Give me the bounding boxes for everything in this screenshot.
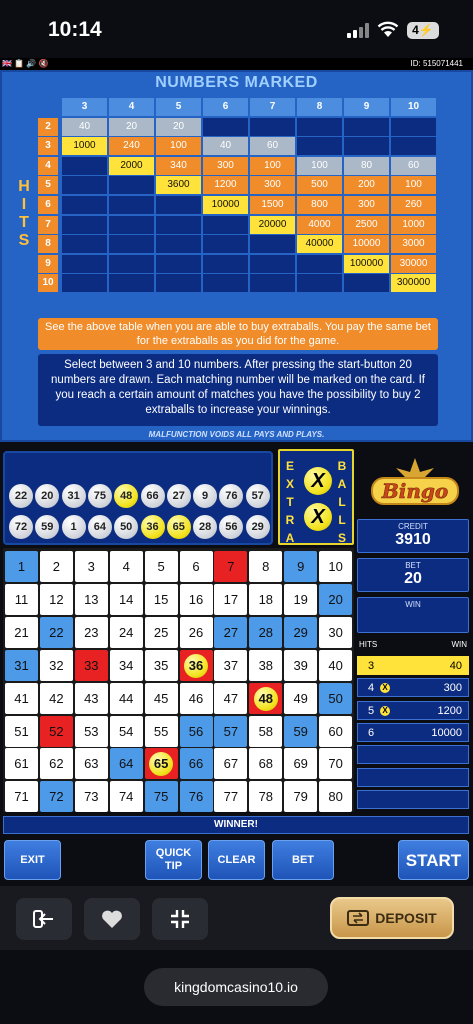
hits-win-row: [357, 790, 469, 809]
hits-value: 3: [368, 660, 375, 672]
paytable-cell: [344, 137, 389, 155]
paytable-cell: 200: [344, 176, 389, 194]
number-cell[interactable]: 6: [180, 551, 213, 582]
extra-ball-icon: X: [380, 683, 390, 693]
paytable-cell: 300000: [391, 274, 436, 292]
paytable-cell: [250, 274, 295, 292]
drawn-ball: 28: [193, 515, 217, 539]
win-value: 10000: [431, 726, 462, 739]
number-cell[interactable]: 68: [249, 748, 282, 779]
number-cell[interactable]: 19: [284, 584, 317, 615]
paytable-cell: [109, 235, 154, 253]
win-label: WIN: [405, 600, 421, 609]
credit-value: 3910: [395, 531, 431, 548]
paytable-cell: [62, 157, 107, 175]
paytable-cell: 1000: [62, 137, 107, 155]
exit-button[interactable]: EXIT: [4, 840, 61, 880]
drawn-ball: 75: [88, 484, 112, 508]
number-cell[interactable]: 15: [145, 584, 178, 615]
extra-ball-icon: X: [380, 706, 390, 716]
hits-value: 4: [368, 682, 375, 695]
deposit-label: DEPOSIT: [375, 910, 437, 926]
balls-label: [335, 457, 349, 547]
extra-letter: B: [337, 459, 347, 473]
paytable-cell: 100: [250, 157, 295, 175]
drawn-ball: 72: [9, 515, 33, 539]
number-cell[interactable]: 1: [5, 551, 38, 582]
paytable-cell: 10000: [203, 196, 248, 214]
number-cell[interactable]: 52: [40, 716, 73, 747]
number-cell[interactable]: 57: [214, 716, 247, 747]
bet-box: [357, 558, 469, 592]
hits-letter: T: [19, 214, 29, 231]
drawn-ball: 9: [193, 484, 217, 508]
number-cell[interactable]: 69: [284, 748, 317, 779]
extra-letter: L: [338, 513, 346, 527]
favorite-heart-icon[interactable]: [84, 898, 140, 940]
drawn-ball: 36: [141, 515, 165, 539]
extra-letter: S: [337, 531, 346, 545]
paytable-col-header: 10: [391, 98, 436, 116]
number-cell[interactable]: 5: [145, 551, 178, 582]
paytable-cell: [250, 255, 295, 273]
paytable-cell: [109, 274, 154, 292]
paytable-cell: [203, 235, 248, 253]
paytable-cell: [62, 196, 107, 214]
number-cell[interactable]: 77: [214, 781, 247, 812]
number-cell[interactable]: 25: [145, 617, 178, 648]
clock: 10:14: [48, 18, 102, 41]
paytable-cell: 10000: [344, 235, 389, 253]
paytable-cell: 80: [344, 157, 389, 175]
logo-text: Bingo: [381, 479, 449, 503]
number-cell[interactable]: 73: [75, 781, 108, 812]
hits-letter: H: [18, 178, 30, 195]
drawn-ball: 66: [141, 484, 165, 508]
number-cell[interactable]: 29: [284, 617, 317, 648]
paytable-cell: 500: [297, 176, 342, 194]
number-cell[interactable]: 43: [75, 683, 108, 714]
number-cell[interactable]: 70: [319, 748, 352, 779]
paytable-cell: [391, 118, 436, 136]
number-cell[interactable]: 10: [319, 551, 352, 582]
paytable-col-header: 5: [156, 98, 201, 116]
drawn-ball: 76: [219, 484, 243, 508]
paytable-cell: 1000: [391, 216, 436, 234]
paytable-cell: [344, 118, 389, 136]
paytable-cell: [250, 235, 295, 253]
number-cell[interactable]: 16: [180, 584, 213, 615]
drawn-balls-panel: [3, 451, 273, 545]
number-cell[interactable]: 12: [40, 584, 73, 615]
number-board: [3, 548, 354, 812]
number-cell[interactable]: 72: [40, 781, 73, 812]
extra-label: [283, 457, 297, 547]
number-cell[interactable]: [249, 683, 282, 714]
number-cell[interactable]: 7: [214, 551, 247, 582]
drawn-ball: 56: [219, 515, 243, 539]
number-cell[interactable]: 35: [145, 650, 178, 681]
paytable-hits-label: 10: [38, 274, 58, 292]
number-cell[interactable]: 38: [249, 650, 282, 681]
number-cell[interactable]: [180, 650, 213, 681]
paytable-cell: 300: [250, 176, 295, 194]
winner-banner: WINNER!: [3, 816, 469, 834]
paytable-title: NUMBERS MARKED: [155, 74, 318, 91]
number-cell[interactable]: 51: [5, 716, 38, 747]
hit-ball: 36: [184, 654, 208, 678]
number-cell[interactable]: 30: [319, 617, 352, 648]
number-cell[interactable]: 80: [319, 781, 352, 812]
paytable-cell: [109, 216, 154, 234]
url-bar[interactable]: kingdomcasino10.io: [144, 968, 328, 1006]
clear-button[interactable]: CLEAR: [208, 840, 265, 880]
game-settings-icons[interactable]: 🇬🇧 📋 🔊 🔇: [2, 59, 49, 68]
number-cell[interactable]: 11: [5, 584, 38, 615]
number-cell[interactable]: 71: [5, 781, 38, 812]
paytable-panel: [0, 70, 473, 442]
drawn-ball: 22: [9, 484, 33, 508]
wifi-icon: [377, 20, 399, 38]
number-cell[interactable]: 33: [75, 650, 108, 681]
paytable-cell: [203, 274, 248, 292]
paytable-cell: 100: [297, 157, 342, 175]
paytable-cell: 40: [203, 137, 248, 155]
number-cell[interactable]: 41: [5, 683, 38, 714]
status-bar: [0, 0, 473, 58]
drawn-ball: 65: [167, 515, 191, 539]
hits-win-row: [357, 656, 469, 675]
number-cell[interactable]: 67: [214, 748, 247, 779]
paytable-cell: 40000: [297, 235, 342, 253]
paytable-cell: [156, 235, 201, 253]
hit-ball: 48: [254, 687, 278, 711]
extra-ball-1[interactable]: X: [304, 467, 332, 495]
paytable-cell: [297, 137, 342, 155]
paytable-cell: 20000: [250, 216, 295, 234]
quick-tip-button[interactable]: QUICK TIP: [145, 840, 202, 880]
extra-letter: A: [337, 477, 347, 491]
paytable-cell: [62, 274, 107, 292]
hits-letter: S: [18, 232, 30, 249]
extra-letter: R: [285, 513, 295, 527]
exit-game-icon[interactable]: [16, 898, 72, 940]
drawn-ball: 29: [246, 515, 270, 539]
win-header: WIN: [451, 640, 467, 649]
paytable-cell: 340: [156, 157, 201, 175]
win-value: 300: [443, 682, 462, 695]
extra-letter: L: [338, 495, 346, 509]
malfunction-notice: MALFUNCTION VOIDS ALL PAYS AND PLAYS.: [148, 430, 325, 439]
paytable-col-header: 7: [250, 98, 295, 116]
number-cell[interactable]: 13: [75, 584, 108, 615]
drawn-ball: 50: [114, 515, 138, 539]
paytable-col-header: 6: [203, 98, 248, 116]
drawn-ball: 31: [62, 484, 86, 508]
number-cell[interactable]: 74: [110, 781, 143, 812]
paytable-cell: [156, 274, 201, 292]
extra-letter: A: [285, 531, 295, 545]
number-cell[interactable]: 4: [110, 551, 143, 582]
hits-win-row: [357, 745, 469, 764]
paytable-cell: [62, 176, 107, 194]
paytable-cell: 1200: [203, 176, 248, 194]
number-cell[interactable]: [145, 748, 178, 779]
number-cell[interactable]: 42: [40, 683, 73, 714]
paytable-hits-label: 8: [38, 235, 58, 253]
number-cell[interactable]: 23: [75, 617, 108, 648]
number-cell[interactable]: 22: [40, 617, 73, 648]
number-cell[interactable]: 45: [145, 683, 178, 714]
bet-label: BET: [405, 561, 421, 570]
number-cell[interactable]: 47: [214, 683, 247, 714]
paytable-cell: [156, 255, 201, 273]
battery-icon: 4⚡: [407, 22, 439, 39]
paytable-cell: [62, 216, 107, 234]
hits-vertical-label: [16, 178, 32, 250]
paytable-cell: [297, 118, 342, 136]
drawn-ball: 48: [114, 484, 138, 508]
number-cell[interactable]: 58: [249, 716, 282, 747]
paytable-col-header: 4: [109, 98, 154, 116]
paytable-cell: 20: [156, 118, 201, 136]
drawn-ball: 1: [62, 515, 86, 539]
number-cell[interactable]: 34: [110, 650, 143, 681]
paytable-cell: [391, 137, 436, 155]
extra-letter: T: [286, 495, 294, 509]
credit-box: [357, 519, 469, 553]
credit-label: CREDIT: [398, 522, 428, 531]
paytable-cell: [297, 274, 342, 292]
number-cell[interactable]: 78: [249, 781, 282, 812]
signal-icon: [347, 22, 369, 38]
number-cell[interactable]: 66: [180, 748, 213, 779]
number-cell[interactable]: 61: [5, 748, 38, 779]
number-cell[interactable]: 55: [145, 716, 178, 747]
number-cell[interactable]: 39: [284, 650, 317, 681]
number-cell[interactable]: 3: [75, 551, 108, 582]
session-id: ID: 515071441: [410, 59, 463, 68]
win-box: [357, 597, 469, 633]
paytable-hits-label: 4: [38, 157, 58, 175]
number-cell[interactable]: 76: [180, 781, 213, 812]
number-cell[interactable]: 50: [319, 683, 352, 714]
extra-ball-2[interactable]: X: [304, 503, 332, 531]
hits-value: 5: [368, 704, 375, 717]
extraball-note: See the above table when you are able to buy extraballs. You pay the same bet for the extraballs as you did for the game.: [38, 318, 438, 350]
bingo-logo: [362, 458, 468, 512]
number-cell[interactable]: 31: [5, 650, 38, 681]
paytable-cell: 2000: [109, 157, 154, 175]
paytable-hits-label: 7: [38, 216, 58, 234]
number-cell[interactable]: 28: [249, 617, 282, 648]
paytable-cell: [203, 216, 248, 234]
paytable-hits-label: 9: [38, 255, 58, 273]
paytable-cell: [250, 118, 295, 136]
win-value: 40: [449, 660, 462, 672]
paytable-cell: 20: [109, 118, 154, 136]
hits-header: HITS: [359, 640, 378, 649]
paytable-cell: 2500: [344, 216, 389, 234]
paytable-hits-label: 5: [38, 176, 58, 194]
paytable-cell: [203, 118, 248, 136]
paytable-cell: 300: [203, 157, 248, 175]
number-cell[interactable]: 56: [180, 716, 213, 747]
drawn-ball: 64: [88, 515, 112, 539]
paytable-cell: 3600: [156, 176, 201, 194]
paytable-cell: 800: [297, 196, 342, 214]
number-cell[interactable]: 54: [110, 716, 143, 747]
paytable-cell: 4000: [297, 216, 342, 234]
number-cell[interactable]: 2: [40, 551, 73, 582]
number-cell[interactable]: 75: [145, 781, 178, 812]
number-cell[interactable]: 60: [319, 716, 352, 747]
number-cell[interactable]: 59: [284, 716, 317, 747]
paytable-cell: 3000: [391, 235, 436, 253]
number-cell[interactable]: 79: [284, 781, 317, 812]
paytable-cell: [344, 274, 389, 292]
hits-value: 6: [368, 726, 375, 739]
paytable-col-header: 3: [62, 98, 107, 116]
extra-balls-panel[interactable]: [278, 449, 354, 545]
paytable-cell: 30000: [391, 255, 436, 273]
number-cell[interactable]: 26: [180, 617, 213, 648]
drawn-ball: 59: [35, 515, 59, 539]
number-cell[interactable]: 24: [110, 617, 143, 648]
paytable-cell: [109, 255, 154, 273]
number-cell[interactable]: 63: [75, 748, 108, 779]
paytable-cell: [62, 235, 107, 253]
number-cell[interactable]: 32: [40, 650, 73, 681]
paytable-hits-label: 3: [38, 137, 58, 155]
paytable-cell: 1500: [250, 196, 295, 214]
paytable-cell: [62, 255, 107, 273]
hits-win-row: [357, 723, 469, 742]
hit-ball: 65: [149, 752, 173, 776]
drawn-ball: 57: [246, 484, 270, 508]
number-cell[interactable]: 49: [284, 683, 317, 714]
number-cell[interactable]: 21: [5, 617, 38, 648]
paytable-col-header: 9: [344, 98, 389, 116]
paytable-cell: 60: [250, 137, 295, 155]
number-cell[interactable]: 14: [110, 584, 143, 615]
number-cell[interactable]: 17: [214, 584, 247, 615]
paytable-cell: 100: [156, 137, 201, 155]
paytable-hits-label: 6: [38, 196, 58, 214]
number-cell[interactable]: 37: [214, 650, 247, 681]
paytable-cell: 60: [391, 157, 436, 175]
drawn-ball: 27: [167, 484, 191, 508]
number-cell[interactable]: 44: [110, 683, 143, 714]
paytable-cell: [156, 196, 201, 214]
paytable-cell: [156, 216, 201, 234]
deposit-button[interactable]: [330, 897, 454, 939]
number-cell[interactable]: 53: [75, 716, 108, 747]
hits-letter: I: [21, 196, 27, 213]
drawn-ball: 20: [35, 484, 59, 508]
number-cell[interactable]: 18: [249, 584, 282, 615]
exit-fullscreen-icon[interactable]: [152, 898, 208, 940]
game-info-bar: [0, 58, 473, 70]
number-cell[interactable]: 20: [319, 584, 352, 615]
rules-note: Select between 3 and 10 numbers. After pressing the start-button 20 numbers are drawn. Each matching number will be marked on the card. If you reach a certain amount of matches you have the possibility to buy 2 extraballs to increase your winnings.: [38, 354, 438, 426]
paytable-cell: 100000: [344, 255, 389, 273]
paytable-cell: [109, 196, 154, 214]
paytable-cell: 240: [109, 137, 154, 155]
number-cell[interactable]: 62: [40, 748, 73, 779]
paytable-cell: 40: [62, 118, 107, 136]
paytable-cell: 260: [391, 196, 436, 214]
extra-letter: X: [285, 477, 294, 491]
start-button[interactable]: START: [398, 840, 469, 880]
paytable-col-header: 8: [297, 98, 342, 116]
number-cell[interactable]: 27: [214, 617, 247, 648]
exchange-icon: [347, 910, 369, 926]
hits-win-row: [357, 678, 469, 697]
hits-win-row: [357, 768, 469, 787]
paytable-cell: [109, 176, 154, 194]
paytable-cell: [297, 255, 342, 273]
number-cell[interactable]: 40: [319, 650, 352, 681]
number-cell[interactable]: 64: [110, 748, 143, 779]
bet-value: 20: [404, 570, 422, 587]
paytable-hits-label: 2: [38, 118, 58, 136]
number-cell[interactable]: 8: [249, 551, 282, 582]
battery-level: 4: [412, 23, 419, 37]
bet-button[interactable]: BET: [272, 840, 334, 880]
number-cell[interactable]: 46: [180, 683, 213, 714]
extra-letter: E: [285, 459, 294, 473]
number-cell[interactable]: 9: [284, 551, 317, 582]
win-value: 1200: [437, 704, 462, 717]
paytable-cell: [203, 255, 248, 273]
paytable-cell: 300: [344, 196, 389, 214]
hits-win-row: [357, 701, 469, 720]
paytable-cell: 100: [391, 176, 436, 194]
